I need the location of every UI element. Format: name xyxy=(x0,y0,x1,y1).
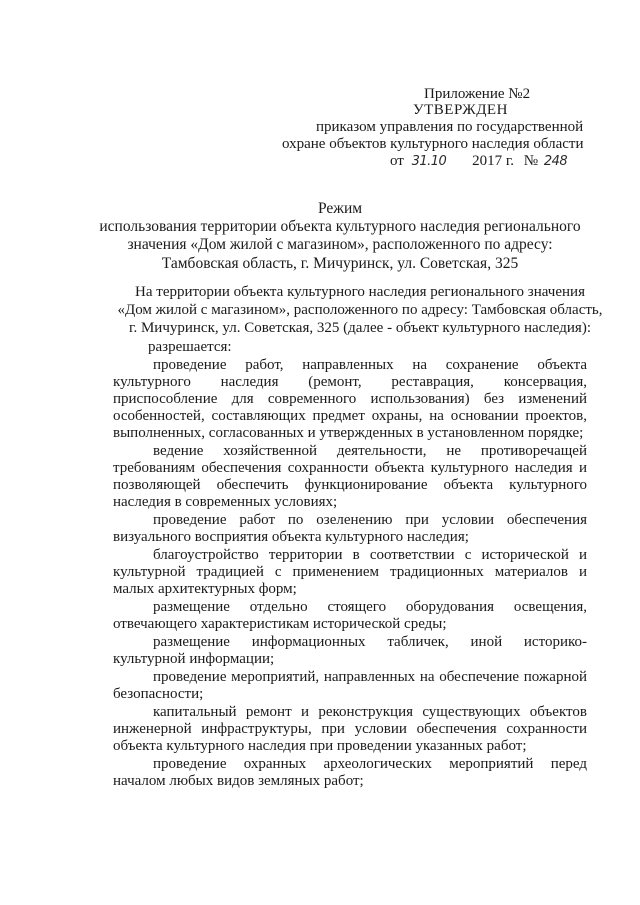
intro-paragraph xyxy=(100,283,620,337)
document-body xyxy=(113,339,587,791)
appendix-label: Приложение №2 xyxy=(424,86,531,102)
title-line-1: использования территории объекта культурного наследия регионального xyxy=(99,218,581,235)
title-line-2: значения «Дом жилой с магазином», расположенного по адресу: xyxy=(127,236,553,253)
list-item: ведение хозяйственной деятельности, не противоречащей требованиям обеспечения сохранности объекта культурного наследия и позволяющей обеспечить функционирование объекта культурного наследия в современных условиях; xyxy=(113,443,587,510)
handwritten-date: 31.10 xyxy=(411,154,447,169)
order-year: 2017 г. xyxy=(472,153,515,169)
list-item: проведение работ по озеленению при условии обеспечения визуального восприятия объекта культурного наследия; xyxy=(113,512,587,545)
intro-line-2: «Дом жилой с магазином», расположенного по адресу: Тамбовская область, xyxy=(117,302,603,318)
document-title xyxy=(80,200,600,273)
allowed-label: разрешается: xyxy=(148,339,232,355)
approved-label: УТВЕРЖДЕН xyxy=(413,102,508,118)
list-item: размещение отдельно стоящего оборудования освещения, отвечающего характеристикам исторической среды; xyxy=(113,599,587,632)
title-line-3: Тамбовская область, г. Мичуринск, ул. Советская, 325 xyxy=(161,255,519,272)
list-item: капитальный ремонт и реконструкция существующих объектов инженерной инфраструктуры, при условии обеспечения сохранности объекта культурного наследия при проведении указанных работ; xyxy=(113,704,587,754)
intro-line-3: г. Мичуринск, ул. Советская, 325 (далее - объект культурного наследия): xyxy=(129,320,591,336)
handwritten-number: 248 xyxy=(543,154,568,169)
list-item: благоустройство территории в соответствии с исторической и культурной традицией с применением традиционных материалов и малых архитектурных форм; xyxy=(113,547,587,597)
number-prefix: № xyxy=(523,153,539,169)
date-prefix: от xyxy=(390,153,404,169)
intro-line-1: На территории объекта культурного наследия регионального значения xyxy=(135,284,585,300)
list-item: проведение работ, направленных на сохранение объекта культурного наследия (ремонт, реставрация, консервация, приспособление для современного использования) без изменений особенностей, составляющих предмет охраны, на основании проектов, выполненных, согласованных и утвержденных в установленном порядке; xyxy=(113,357,587,441)
order-date-line xyxy=(390,153,567,170)
order-line-1: приказом управления по государственной xyxy=(316,119,584,135)
list-item: проведение охранных археологических мероприятий перед началом любых видов земляных работ; xyxy=(113,756,587,789)
list-item: проведение мероприятий, направленных на обеспечение пожарной безопасности; xyxy=(113,669,587,702)
list-item: размещение информационных табличек, иной историко-культурной информации; xyxy=(113,634,587,667)
title-heading: Режим xyxy=(317,200,363,217)
order-line-2: охране объектов культурного наследия области xyxy=(282,136,584,152)
